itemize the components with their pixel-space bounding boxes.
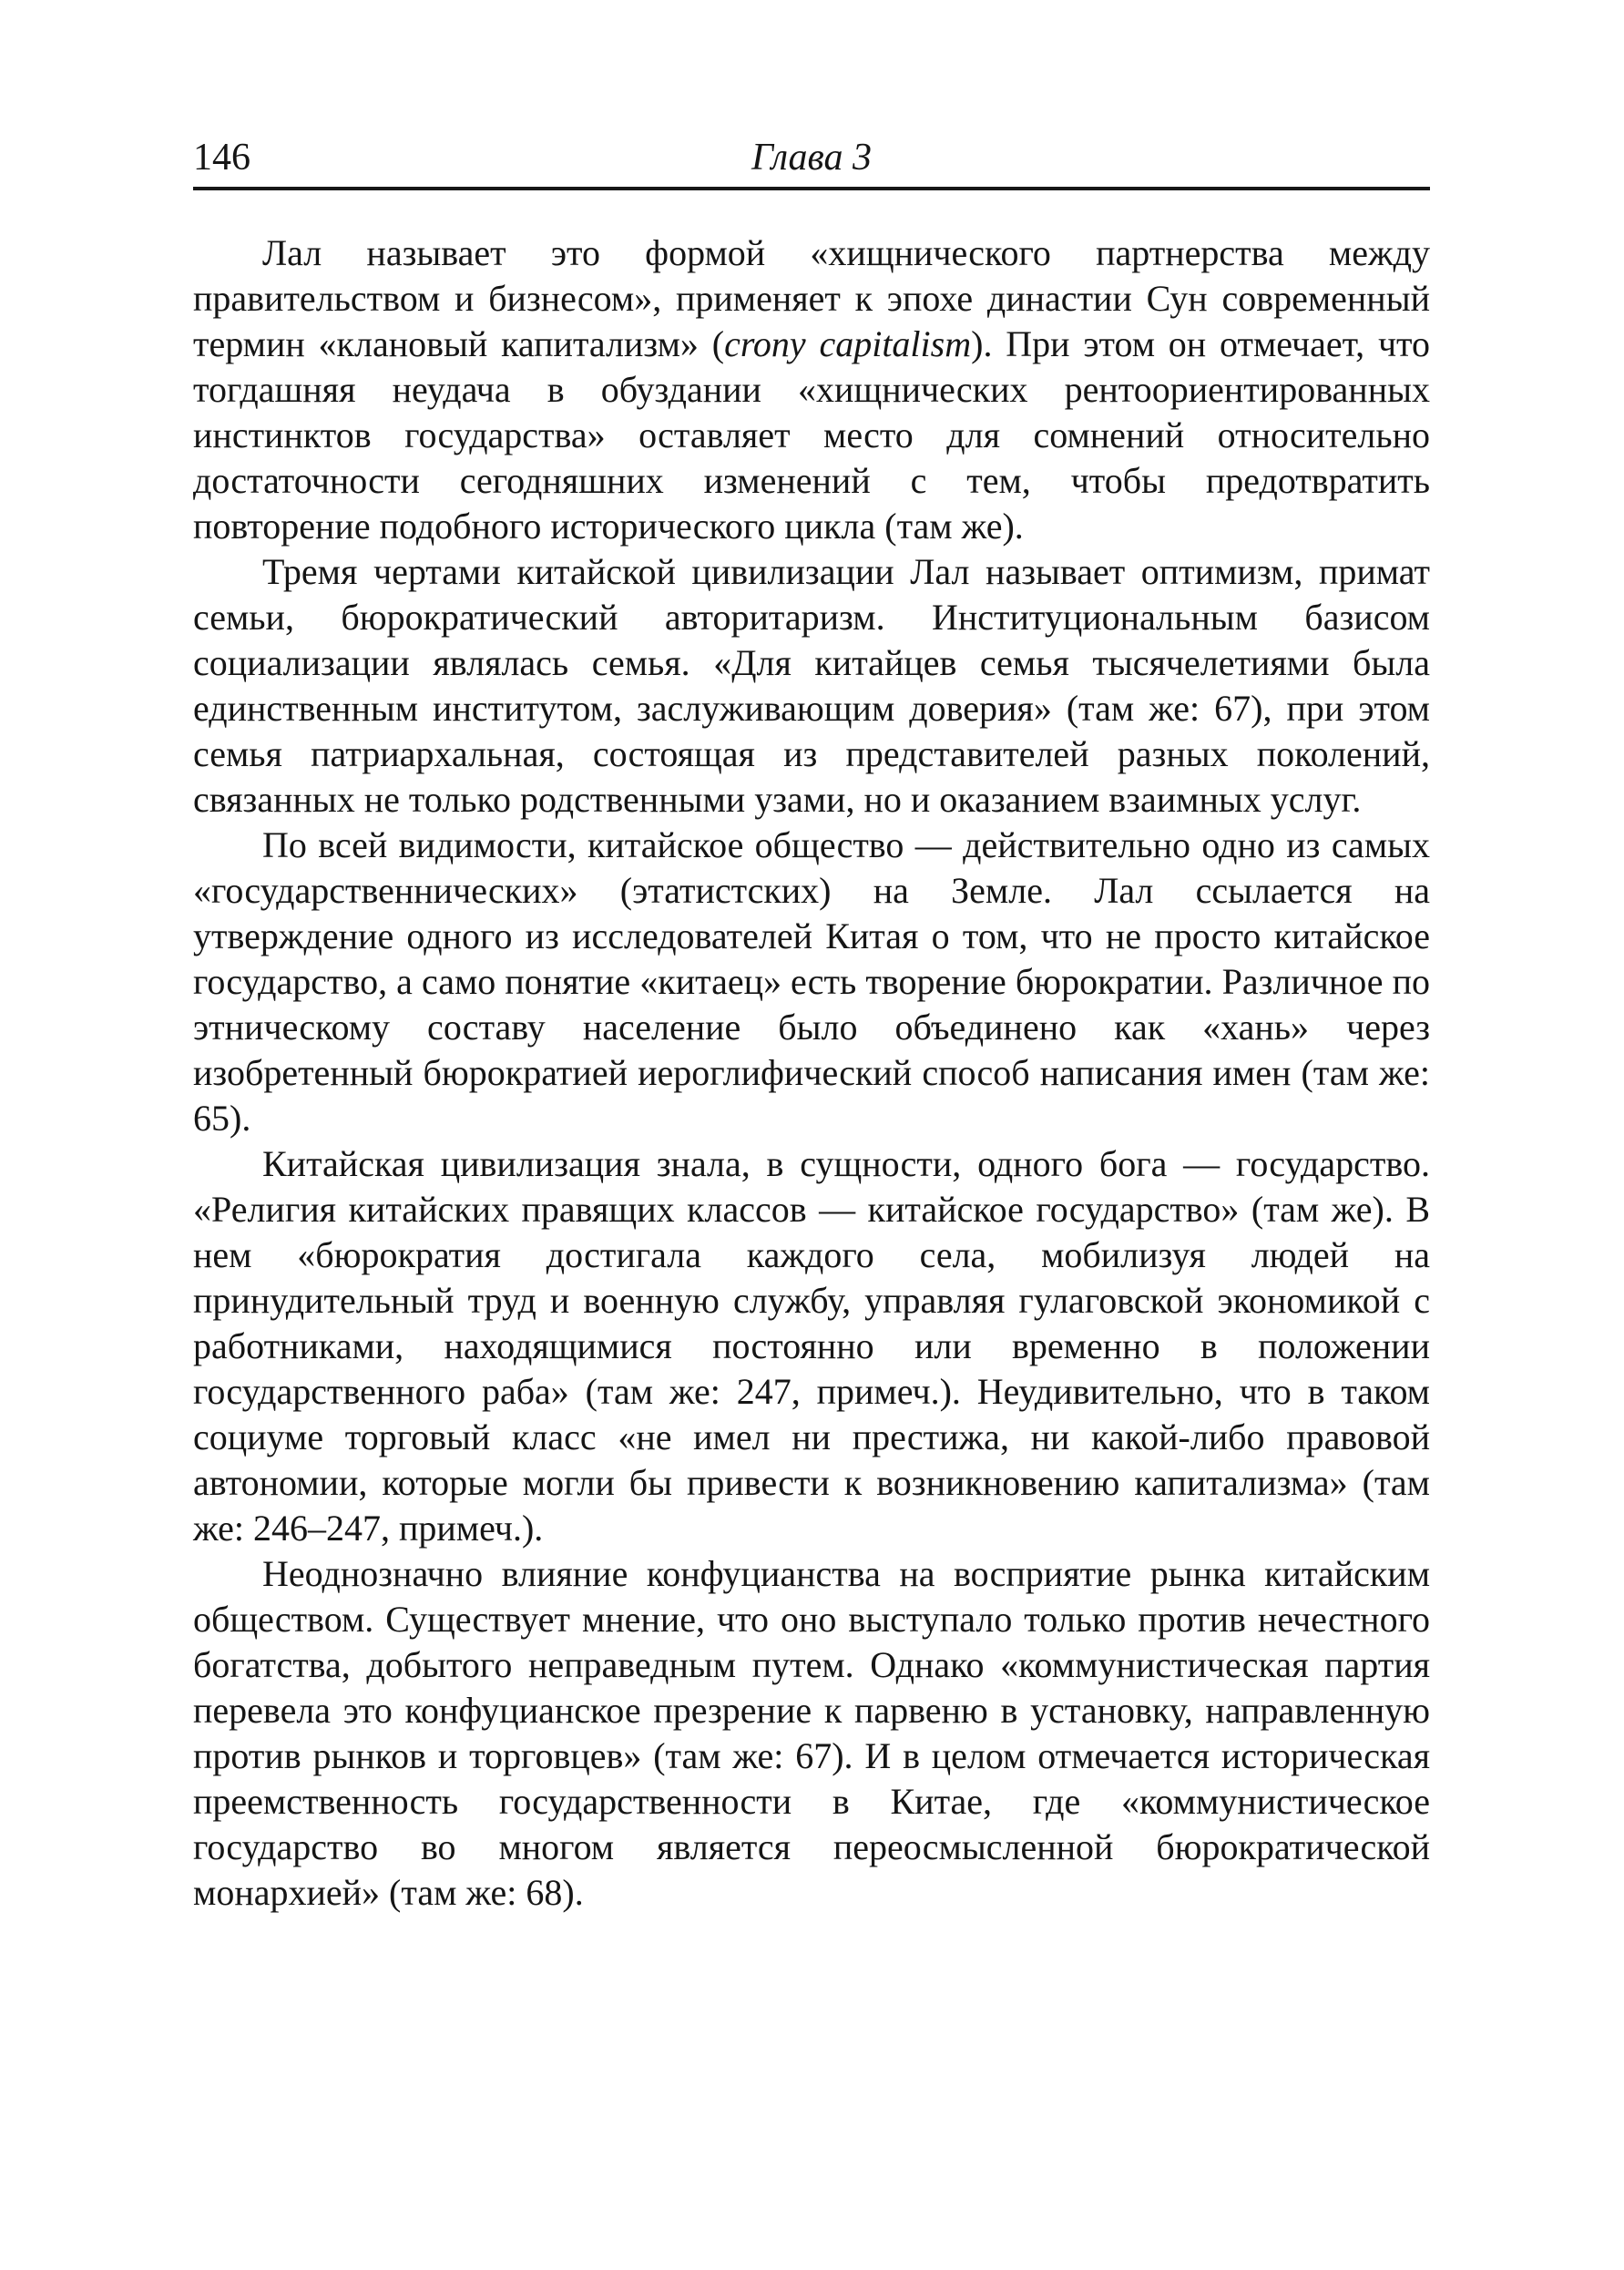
text-segment: ). При этом он отмечает, что тогдашняя неудача в обуздании «хищнических рентоориентированных инстинктов государства» оставляет место для сомнений относительно достаточности сегодняшних изменений с тем, чтобы предотвратить повторение подобного исторического цикла (там же). (193, 323, 1431, 547)
page-number: 146 (193, 137, 250, 179)
text-segment: Тремя чертами китайской цивилизации Лал называет оптимизм, примат семьи, бюрократический авторитаризм. Институциональным базисом социализации являлась семья. «Для китайцев семья тысячелетиями была единственным институтом, заслуживающим доверия» (там же: 67), при этом семья патриархальная, состоящая из представителей разных поколений, связанных не только родственными узами, но и оказанием взаимных услуг. (193, 551, 1430, 820)
paragraph-5 (193, 1551, 1430, 1916)
page-body (193, 230, 1430, 1916)
paragraph-1 (193, 230, 1430, 549)
paragraph-3 (193, 823, 1430, 1141)
paragraph-4 (193, 1141, 1430, 1551)
text-block (193, 135, 1430, 1916)
text-segment: Китайская цивилизация знала, в сущности, одного бога — государство. «Религия китайских правящих классов — китайское государство» (там же). В нем «бюрократия достигала каждого села, мобилизуя людей на принудительный труд и военную службу, управляя гулаговской экономикой с работниками, находящимися постоянно или временно в положении государственного раба» (там же: 247, примеч.). Неудивительно, что в таком социуме торговый класс «не имел ни престижа, ни какой-либо правовой автономии, которые могли бы привести к возникновению капитализма» (там же: 246–247, примеч.). (193, 1143, 1430, 1549)
header-rule (193, 187, 1430, 190)
italic-term: crony capitalism (724, 323, 972, 364)
text-segment: По всей видимости, китайское общество — действительно одно из самых «государственнических» (этатистских) на Земле. Лал ссылается на утверждение одного из исследователей Китая о том, что не просто китайское государство, а само понятие «китаец» есть творение бюрократии. Различное по этническому составу население было объединено как «хань» через изобретенный бюрократией иероглифический способ написания имен (там же: 65). (193, 824, 1430, 1139)
text-segment: Неоднозначно влияние конфуцианства на восприятие рынка китайским обществом. Существует мнение, что оно выступало только против нечестного богатства, добытого неправедным путем. Однако «коммунистическая партия перевела это конфуцианское презрение к парвеню в установку, направленную против рынков и торговцев» (там же: 67). И в целом отмечается историческая преемственность государственности в Китае, где «коммунистическое государство во многом является переосмысленной бюрократической монархией» (там же: 68). (193, 1553, 1430, 1913)
chapter-title: Глава 3 (751, 137, 872, 179)
paragraph-2 (193, 549, 1430, 823)
text-segment: Лал называет это формой «хищнического партнерства между правительством и бизнесом», применяет к эпохе династии Сун современный термин «клановый капитализм» ( (193, 232, 1430, 364)
page-header (193, 135, 1430, 180)
